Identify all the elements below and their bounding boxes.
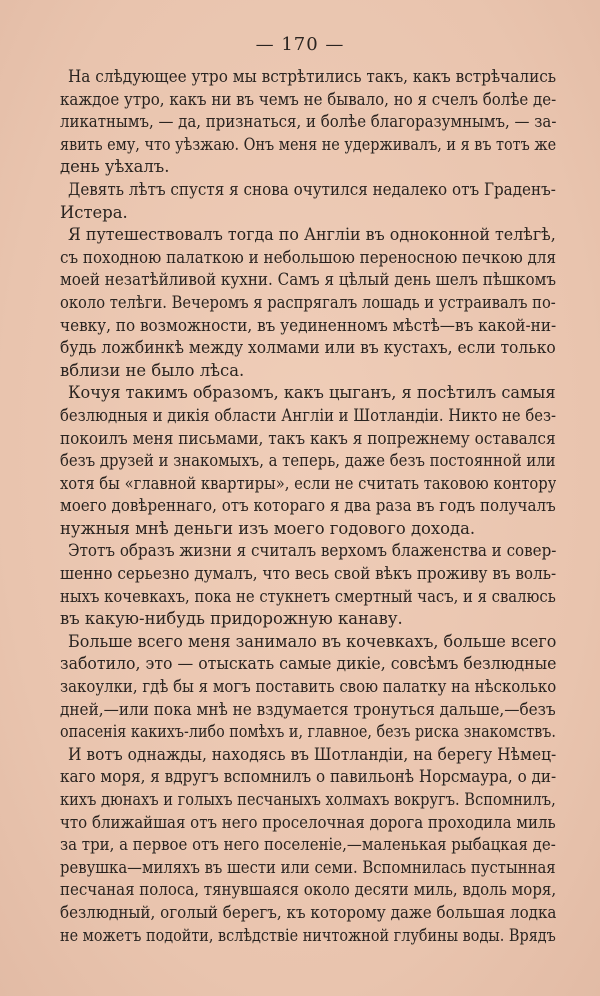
text-line: день уѣхалъ. bbox=[60, 157, 170, 177]
text-line: около телѣги. Вечеромъ я распрягалъ лошадь и устраивалъ по- bbox=[60, 292, 556, 312]
text-line: И вотъ однажды, находясь въ Шотландіи, на берегу Нѣмец- bbox=[68, 744, 557, 764]
text-line: каго моря, я вдругъ вспомнилъ о павильонѣ Норсмаура, о ди- bbox=[60, 767, 557, 787]
text-line: каждое утро, какъ ни въ чемъ не бывало, но я счелъ болѣе де- bbox=[60, 89, 556, 109]
text-line: Девять лѣтъ спустя я снова очутился недалеко отъ Граденъ- bbox=[68, 179, 556, 199]
text-line: Этотъ образъ жизни я считалъ верхомъ блаженства и совер- bbox=[68, 541, 557, 561]
text-line: Больше всего меня занимало въ кочевкахъ, больше всего bbox=[68, 631, 557, 651]
text-line: въ какую-нибудь придорожную канаву. bbox=[60, 609, 403, 629]
text-line: На слѣдующее утро мы встрѣтились такъ, какъ встрѣчались bbox=[68, 67, 557, 86]
text-line: будь ложбинкѣ между холмами или въ кустахъ, если только bbox=[60, 338, 556, 358]
text-line: Я путешествовалъ тогда по Англіи въ одноконной телѣгѣ, bbox=[68, 225, 556, 245]
text-line: чевку, по возможности, въ уединенномъ мѣстѣ—въ какой-ни- bbox=[60, 315, 556, 335]
text-line: дней,—или пока мнѣ не вздумается тронуться дальше,—безъ bbox=[60, 699, 556, 719]
text-line: безъ друзей и знакомыхъ, а теперь, даже безъ постоянной или bbox=[60, 451, 556, 471]
text-line: моей незатѣйливой кухни. Самъ я цѣлый день шелъ пѣшкомъ bbox=[60, 270, 556, 290]
paragraph bbox=[60, 744, 557, 947]
text-line: Кочуя такимъ образомъ, какъ цыганъ, я посѣтилъ самыя bbox=[68, 383, 556, 403]
text-line: ныхъ кочевкахъ, пока не стукнетъ смертный часъ, и я свалюсь bbox=[60, 586, 556, 606]
text-line: хотя бы «главной квартиры», если не считать таковою контору bbox=[60, 473, 557, 493]
text-line: Истера. bbox=[60, 202, 128, 222]
text-line: безлюдный, оголый берегъ, къ которому даже большая лодка bbox=[60, 902, 556, 922]
text-line: ликатнымъ, — да, признаться, и болѣе благоразумнымъ, — за- bbox=[60, 112, 557, 132]
text-line: нужныя мнѣ деньги изъ моего годового дохода. bbox=[60, 518, 476, 538]
text-line: покоилъ меня письмами, такъ какъ я попрежнему оставался bbox=[60, 428, 556, 448]
text-line: не можетъ подойти, вслѣдствіе ничтожной глубины воды. Врядъ bbox=[60, 925, 556, 945]
page-number: — 170 — bbox=[255, 34, 345, 55]
text-line: закоулки, гдѣ бы я могъ поставить свою палатку на нѣсколько bbox=[60, 677, 557, 697]
text-line: песчаная полоса, тянувшаяся около десяти миль, вдоль моря, bbox=[60, 880, 556, 900]
text-line: кихъ дюнахъ и голыхъ песчаныхъ холмахъ вокругъ. Вспомнилъ, bbox=[60, 790, 556, 809]
text-line: что ближайшая отъ него проселочная дорога проходила миль bbox=[60, 812, 556, 832]
text-line: съ походною палаткою и небольшою переносною печкою для bbox=[60, 247, 556, 267]
text-line: моего довѣреннаго, отъ котораго я два раза въ годъ получалъ bbox=[60, 496, 556, 516]
text-line: вблизи не было лѣса. bbox=[60, 360, 245, 380]
paragraph bbox=[60, 631, 557, 744]
text-line: шенно серьезно думалъ, что весь свой вѣкъ проживу въ воль- bbox=[60, 564, 556, 584]
text-line: явить ему, что уѣзжаю. Онъ меня не удерживалъ, и я въ тотъ же bbox=[60, 134, 557, 154]
text-line: ревушка—миляхъ въ шести или семи. Вспомнилась пустынная bbox=[60, 857, 556, 877]
body-text bbox=[60, 66, 557, 947]
text-line: за три, а первое отъ него поселеніе,—маленькая рыбацкая де- bbox=[60, 835, 556, 855]
paragraph bbox=[60, 224, 556, 382]
paragraph bbox=[60, 66, 557, 179]
text-line: опасенія какихъ-либо помѣхъ и, главное, безъ риска знакомствъ. bbox=[60, 722, 556, 742]
text-line: заботило, это — отыскать самые дикіе, совсѣмъ безлюдные bbox=[60, 654, 557, 674]
text-line: безлюдныя и дикія области Англіи и Шотландіи. Никто не без- bbox=[60, 405, 556, 425]
paragraph bbox=[60, 179, 556, 224]
paragraph bbox=[60, 540, 557, 630]
paragraph bbox=[60, 382, 557, 540]
